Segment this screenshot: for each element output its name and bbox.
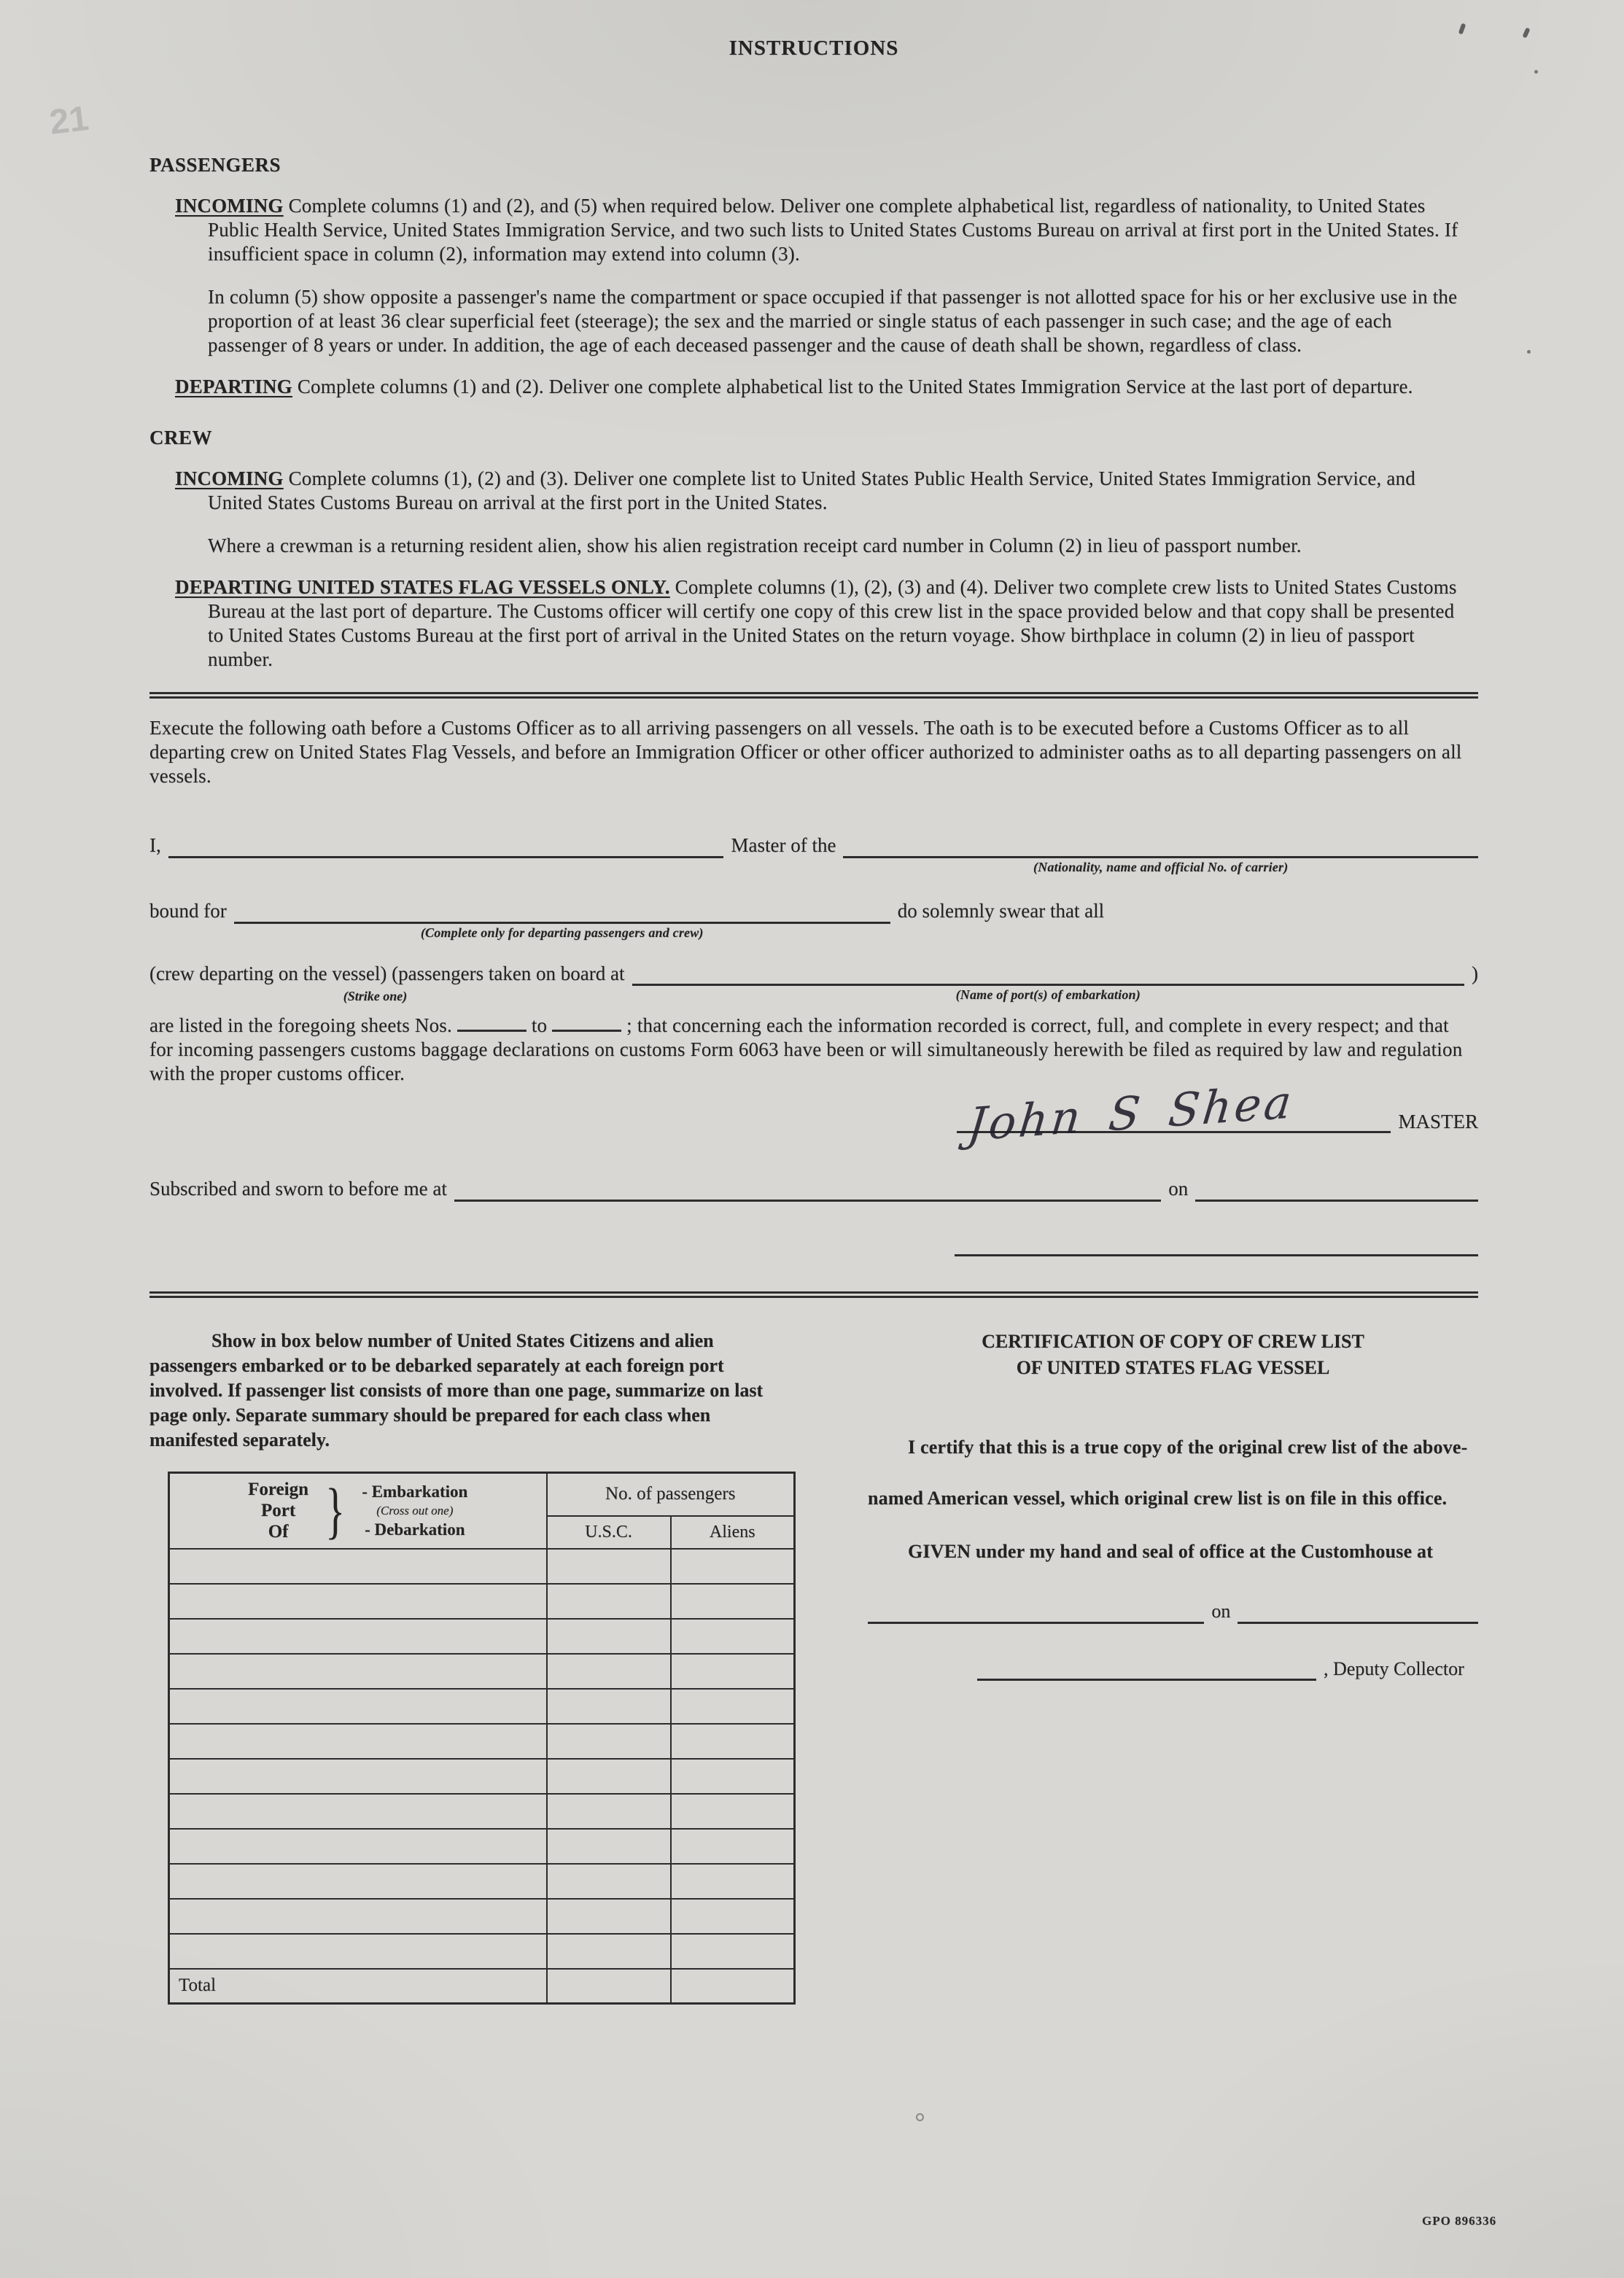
passengers-incoming-text: Complete columns (1) and (2), and (5) when required below. Deliver one complete alphabetical list, regardless of nationality, to United States Public Health Service, United States Immigration Service, and two such lists to United States Customs Bureau on arrival at first port in the United States. If insufficient space in column (2), information may extend into column (3). [208, 195, 1458, 265]
foreign-port-words [248, 1479, 308, 1542]
crew-incoming-paragraph [175, 467, 1469, 515]
summary-empty-cell [671, 1724, 795, 1759]
deputy-signature-blank [977, 1673, 1316, 1681]
gpo-imprint: GPO 896336 [1422, 2214, 1497, 2228]
strike-text: (crew departing on the vessel) (passengers taken on board at [149, 962, 625, 984]
summary-instructions: Show in box below number of United States Citizens and alien passengers embarked or to be debarked separately at each foreign port involved. If passenger list consists of more than one page, summarize on last page only. Separate summary should be prepared for each class when manifested separately. [149, 1330, 764, 1450]
summary-empty-cell [671, 1899, 795, 1934]
summary-empty-cell [169, 1549, 547, 1584]
master-of-the-label: Master of the [731, 834, 836, 856]
summary-empty-cell [169, 1724, 547, 1759]
strike-text-wrap [149, 962, 625, 1003]
officer-signature-line-row [149, 1248, 1478, 1256]
summary-empty-row [169, 1654, 795, 1689]
summary-empty-cell [547, 1549, 671, 1584]
departing-caption: (Complete only for departing passengers and crew) [420, 925, 704, 940]
bottom-columns [149, 1329, 1478, 2005]
foreign-word: Foreign [248, 1480, 309, 1500]
summary-empty-row [169, 1689, 795, 1724]
scan-artifact-mark [1522, 27, 1530, 38]
summary-empty-cell [547, 1864, 671, 1899]
summary-empty-cell [671, 1794, 795, 1829]
bound-for-label: bound for [149, 899, 227, 922]
embarkation-label: - Embarkation [362, 1482, 468, 1501]
master-signature-line [957, 1075, 1391, 1152]
summary-empty-cell [169, 1654, 547, 1689]
summary-empty-row [169, 1584, 795, 1619]
summary-empty-cell [547, 1654, 671, 1689]
oath-sheets-paragraph [149, 1014, 1477, 1086]
summary-empty-cell [169, 1619, 547, 1654]
passengers-column5-paragraph: In column (5) show opposite a passenger's name the compartment or space occupied if that passenger is not allotted space for his or her exclusive use in the proportion of at least 36 clear superficial feet (steerage); the sex and the married or single status of each passenger in such case; and the age of each passenger of 8 years or under. In addition, the age of each deceased passenger and the cause of death shall be shown, regardless of class. [208, 286, 1458, 356]
page-title: INSTRUCTIONS [729, 36, 899, 60]
destination-blank [234, 916, 890, 940]
certification-column [868, 1329, 1478, 2005]
to-label: to [531, 1014, 548, 1037]
summary-empty-cell [671, 1549, 795, 1584]
master-signature: John S Shea [966, 1075, 1297, 1152]
total-usc-cell [547, 1969, 671, 2004]
summary-empty-cell [547, 1899, 671, 1934]
passengers-count-header: No. of passengers [547, 1473, 795, 1516]
total-label: Total [169, 1969, 547, 2004]
cross-out-note: (Cross out one) [376, 1503, 454, 1517]
summary-empty-cell [671, 1864, 795, 1899]
summary-empty-row [169, 1619, 795, 1654]
crew-departing-text: Complete columns (1), (2), (3) and (4). Deliver two complete crew lists to United States Customs Bureau at the last port of departure. The Customs officer will certify one copy of this crew list in the space provided below and that copy shall be presented to United States Customs Bureau at the first port of arrival in the United States on the return voyage. Show birthplace in column (2) in lieu of passport number. [208, 576, 1457, 670]
port-caption: (Name of port(s) of embarkation) [955, 987, 1141, 1003]
passengers-departing-text: Complete columns (1) and (2). Deliver one complete alphabetical list to the United States Immigration Service at the last port of departure. [297, 376, 1413, 397]
customhouse-place-date-row [868, 1600, 1478, 1624]
summary-column [149, 1329, 795, 2005]
master-label: MASTER [1398, 1111, 1478, 1133]
summary-empty-cell [169, 1759, 547, 1794]
certification-title-line2: OF UNITED STATES FLAG VESSEL [1016, 1357, 1330, 1378]
summary-empty-row [169, 1759, 795, 1794]
summary-empty-cell [547, 1794, 671, 1829]
scan-artifact-dot [1534, 70, 1538, 74]
crew-departing-label: DEPARTING UNITED STATES FLAG VESSELS ONLY. [175, 576, 670, 598]
divider-double-rule [149, 692, 1478, 699]
summary-empty-cell [169, 1584, 547, 1619]
crew-heading: CREW [149, 427, 213, 448]
sheets-text-pre: are listed in the foregoing sheets Nos. [149, 1014, 452, 1037]
foreign-port-header [170, 1475, 546, 1546]
summary-empty-row [169, 1794, 795, 1829]
embarkation-port-blank [632, 978, 1464, 1003]
summary-empty-cell [671, 1759, 795, 1794]
nationality-caption: (Nationality, name and official No. of carrier) [1033, 859, 1289, 874]
debarkation-label: - Debarkation [365, 1520, 465, 1539]
summary-empty-cell [671, 1654, 795, 1689]
embark-debark-block [362, 1482, 467, 1539]
certification-date-blank [1238, 1616, 1478, 1624]
vessel-name-blank [843, 850, 1478, 874]
certify-text-line2: named American vessel, which original crew list is on file in this office. [868, 1488, 1448, 1509]
crew-departing-paragraph [175, 575, 1469, 672]
sworn-date-blank [1195, 1194, 1478, 1202]
summary-empty-cell [547, 1759, 671, 1794]
summary-empty-cell [547, 1934, 671, 1969]
certification-on-label: on [1211, 1601, 1231, 1622]
strike-one-caption: (Strike one) [343, 988, 408, 1003]
deputy-collector-label: , Deputy Collector [1324, 1657, 1464, 1679]
total-aliens-cell [671, 1969, 795, 2004]
summary-empty-cell [169, 1864, 547, 1899]
swear-label: do solemnly swear that all [897, 899, 1105, 922]
oath-intro-paragraph: Execute the following oath before a Customs Officer as to all arriving passengers on all vessels. The oath is to be executed before a Customs Officer as to all departing crew on United States Flag Vessels, and before an Immigration Officer or other officer authorized to administer oaths as to all departing passengers on all vessels. [149, 717, 1462, 787]
summary-empty-row [169, 1934, 795, 1969]
foreign-port-header-cell [169, 1473, 547, 1549]
summary-empty-cell [169, 1934, 547, 1969]
divider-double-rule [149, 1291, 1478, 1298]
master-name-blank [168, 850, 724, 858]
subscribed-line [149, 1177, 1478, 1202]
scan-artifact-dot [1527, 350, 1531, 354]
scan-artifact-ghost-number: 21 [47, 98, 91, 143]
summary-empty-cell [671, 1619, 795, 1654]
summary-empty-cell [547, 1689, 671, 1724]
usc-header: U.S.C. [547, 1516, 671, 1549]
brace-glyph: } [325, 1475, 346, 1546]
subscribed-label: Subscribed and sworn to before me at [149, 1178, 447, 1200]
summary-empty-row [169, 1829, 795, 1864]
certify-text-line1: I certify that this is a true copy of the original crew list of the above- [908, 1437, 1468, 1458]
summary-empty-row [169, 1724, 795, 1759]
passengers-incoming-label: INCOMING [175, 195, 284, 217]
summary-empty-cell [671, 1934, 795, 1969]
summary-empty-cell [547, 1829, 671, 1864]
crew-incoming-text: Complete columns (1), (2) and (3). Deliver one complete list to United States Public Health Service, United States Immigration Service, and United States Customs Bureau on arrival at the first port in the United States. [208, 467, 1415, 513]
passenger-summary-table [168, 1472, 796, 2005]
sworn-place-blank [454, 1194, 1161, 1202]
passengers-heading: PASSENGERS [149, 154, 281, 176]
summary-empty-cell [169, 1829, 547, 1864]
sworn-on-label: on [1168, 1178, 1189, 1200]
summary-empty-row [169, 1549, 795, 1584]
aliens-header: Aliens [671, 1516, 795, 1549]
summary-empty-cell [169, 1899, 547, 1934]
summary-empty-row [169, 1864, 795, 1899]
summary-empty-cell [671, 1584, 795, 1619]
summary-table-body [169, 1549, 795, 1969]
scan-artifact-ring [916, 2113, 924, 2121]
scan-artifact-mark [1458, 23, 1466, 34]
certification-title-line1: CERTIFICATION OF COPY OF CREW LIST [982, 1331, 1364, 1352]
summary-empty-cell [547, 1619, 671, 1654]
crew-incoming-label: INCOMING [175, 467, 284, 489]
summary-empty-cell [547, 1724, 671, 1759]
crew-resident-alien-note: Where a crewman is a returning resident alien, show his alien registration receipt card number in Column (2) in lieu of passport number. [208, 534, 1302, 556]
of-word: Of [268, 1522, 289, 1542]
passengers-departing-label: DEPARTING [175, 376, 292, 397]
customhouse-place-blank [868, 1616, 1204, 1624]
port-word: Port [260, 1501, 296, 1521]
summary-empty-cell [671, 1689, 795, 1724]
sheets-text-post: ; that concerning each the information recorded is correct, full, and complete in every respect; and that for incoming passengers customs baggage declarations on customs Form 6063 have been or will simultaneously herewith be filed as required by law and regulation with the proper customs officer. [149, 1014, 1463, 1085]
summary-total-row [169, 1969, 795, 2004]
master-signature-row [149, 1075, 1478, 1152]
summary-empty-cell [547, 1584, 671, 1619]
i-label: I, [149, 834, 161, 856]
oath-strike-line [149, 962, 1478, 1003]
sheets-to-blank [552, 1030, 621, 1032]
summary-empty-cell [169, 1794, 547, 1829]
deputy-collector-row [868, 1657, 1478, 1682]
given-text-line: GIVEN under my hand and seal of office at the Customhouse at [908, 1541, 1434, 1562]
passengers-departing-paragraph [175, 375, 1469, 399]
passengers-incoming-paragraph [175, 194, 1469, 266]
sheets-from-blank [457, 1030, 527, 1032]
close-paren: ) [1472, 962, 1478, 984]
oath-bound-for-line [149, 899, 1478, 940]
summary-empty-cell [169, 1689, 547, 1724]
officer-signature-blank [955, 1248, 1478, 1256]
oath-master-line [149, 833, 1478, 874]
summary-empty-row [169, 1899, 795, 1934]
summary-empty-cell [671, 1829, 795, 1864]
